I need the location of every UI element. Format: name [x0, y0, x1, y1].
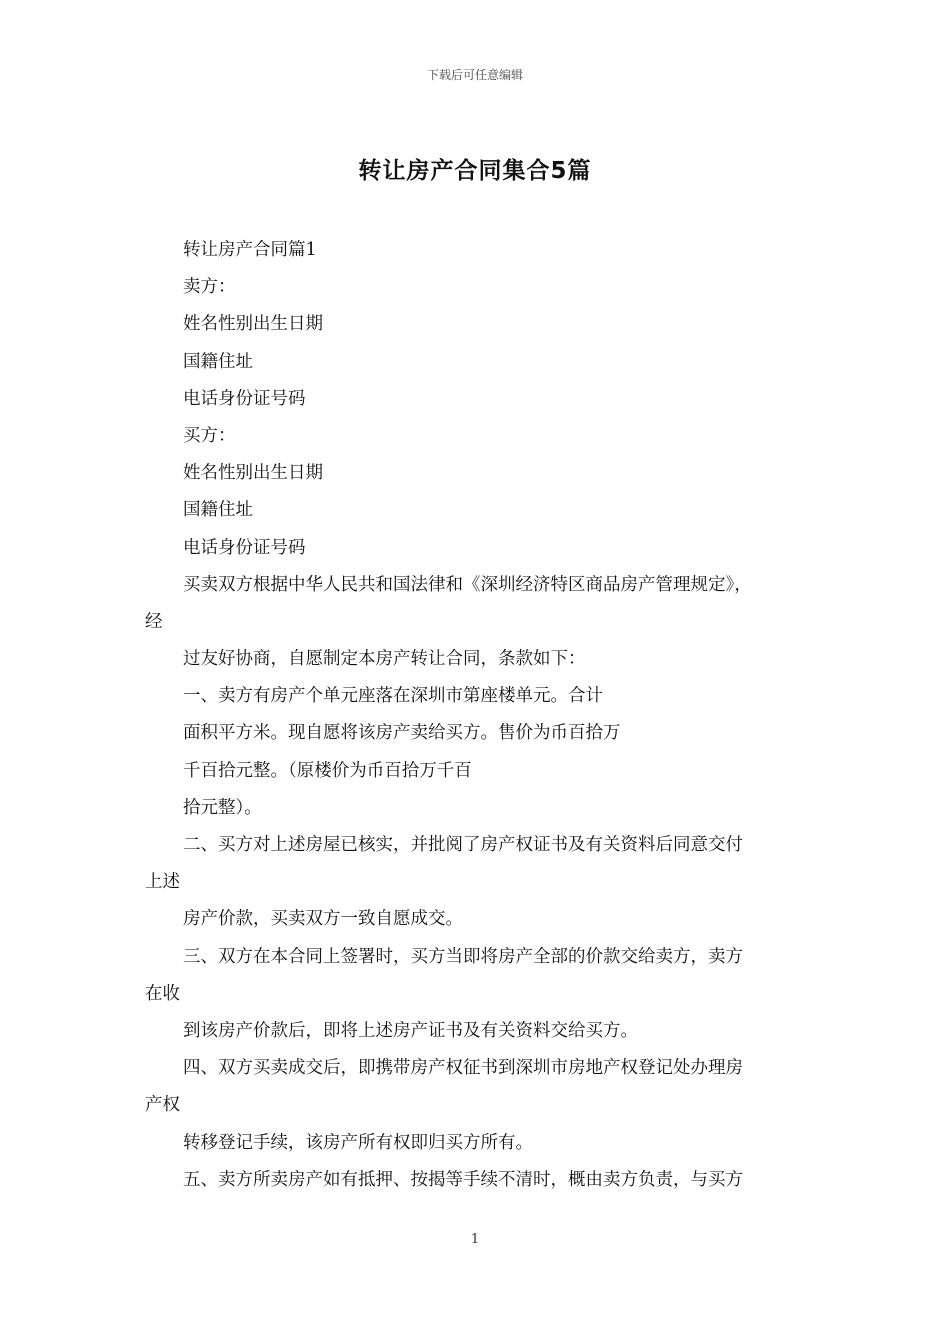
text-line: 五、卖方所卖房产如有抵押、按揭等手续不清时，概由卖方负责，与买方 — [183, 1169, 743, 1190]
text-line: 买方： — [183, 425, 236, 446]
text-line: 拾元整）。 — [183, 797, 262, 818]
header-note: 下载后可任意编辑 — [426, 68, 523, 82]
document-title: 转让房产合同集合5篇 — [358, 158, 592, 184]
text-line: 在收 — [145, 983, 180, 1004]
text-line: 国籍住址 — [183, 500, 253, 521]
text-line: 四、双方买卖成交后，即携带房产权征书到深圳市房地产权登记处办理房 — [183, 1058, 743, 1079]
text-line: 面积平方米。现自愿将该房产卖给买方。售价为币百拾万 — [183, 723, 621, 744]
text-line: 产权 — [145, 1095, 180, 1116]
text-line: 房产价款，买卖双方一致自愿成交。 — [183, 909, 463, 930]
text-line: 二、买方对上述房屋已核实，并批阅了房产权证书及有关资料后同意交付 — [183, 835, 743, 855]
text-line: 一、卖方有房产个单元座落在深圳市第座楼单元。合计 — [183, 686, 603, 707]
page-number: 1 — [470, 1232, 480, 1247]
text-line: 经 — [145, 611, 163, 632]
text-line: 姓名性别出生日期 — [183, 314, 323, 335]
text-line: 千百拾元整。（原楼价为币百拾万千百 — [183, 760, 472, 781]
text-line: 电话身份证号码 — [183, 537, 306, 558]
text-line: 上述 — [145, 872, 180, 893]
text-line: 电话身份证号码 — [183, 388, 306, 409]
text-line: 卖方： — [183, 277, 236, 298]
text-line: 买卖双方根据中华人民共和国法律和《深圳经济特区商品房产管理规定》， — [183, 574, 752, 595]
text-line: 到该房产价款后，即将上述房产证书及有关资料交给买方。 — [183, 1020, 638, 1041]
text-line: 转让房产合同篇1 — [183, 240, 317, 260]
text-line: 三、双方在本合同上签署时，买方当即将房产全部的价款交给卖方，卖方 — [183, 946, 743, 967]
text-line: 过友好协商，自愿制定本房产转让合同，条款如下： — [183, 649, 586, 670]
text-line: 姓名性别出生日期 — [183, 463, 323, 484]
document-body — [145, 232, 825, 1199]
text-line: 国籍住址 — [183, 351, 253, 372]
text-line: 转移登记手续，该房产所有权即归买方所有。 — [183, 1132, 533, 1153]
